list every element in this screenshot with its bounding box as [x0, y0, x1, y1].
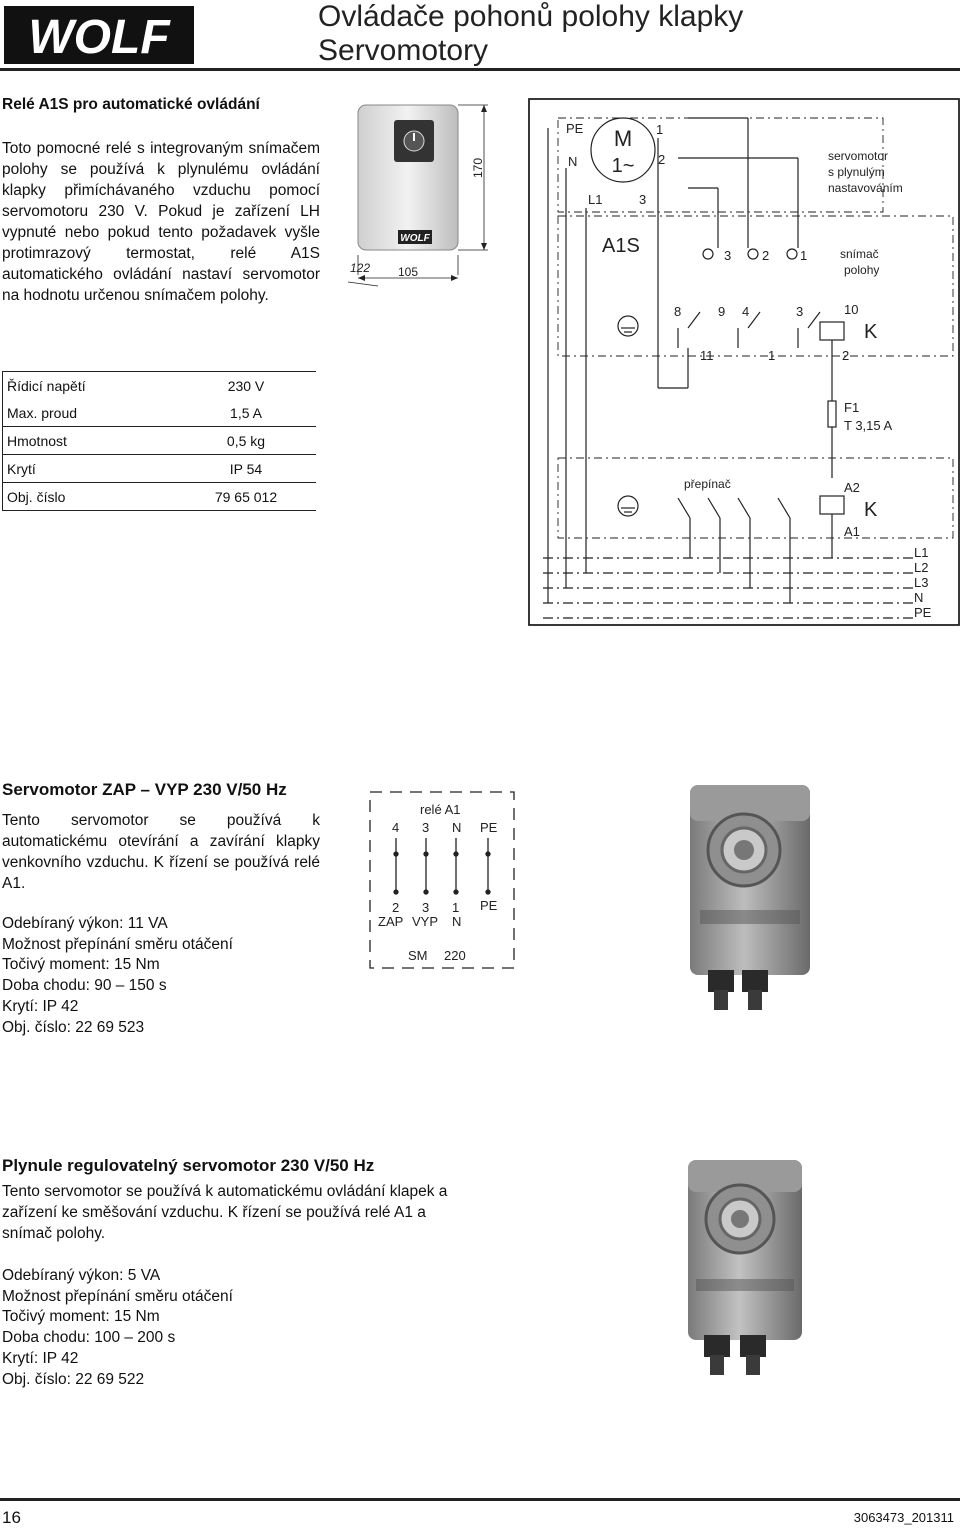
zap-description: Tento servomotor se používá k automatickému otevírání a zavírání klapky venkovního vzduchu. K řízení se používá relé A1.	[2, 812, 320, 892]
terminal-3: 3	[639, 192, 647, 207]
brand-text: WOLF	[28, 11, 170, 64]
relay-spec-table	[2, 371, 316, 511]
zap-heading: Servomotor ZAP – VYP 230 V/50 Hz	[2, 780, 287, 799]
fuse-value: T 3,15 A	[844, 418, 893, 433]
wiring-diagram	[528, 98, 960, 626]
header-divider	[0, 68, 960, 71]
page-title-line1: Ovládače pohonů polohy klapky	[318, 0, 744, 33]
relay-heading: Relé A1S pro automatické ovládání	[2, 96, 260, 113]
dim-width: 105	[397, 265, 419, 279]
zap-spec-item: Možnost přepínání směru otáčení	[2, 935, 233, 953]
zap-top-terminal: N	[452, 820, 462, 835]
sensor-terminal-2: 2	[762, 248, 770, 263]
modulating-spec-item: Obj. číslo: 22 69 522	[2, 1370, 145, 1388]
bus-l2: L2	[914, 560, 929, 575]
a1s-label: A1S	[602, 235, 640, 257]
dim-depth: 122	[350, 261, 371, 275]
zap-spec-item: Točivý moment: 15 Nm	[2, 956, 160, 974]
bus-l1: L1	[914, 545, 929, 560]
footer-divider	[0, 1498, 960, 1501]
spec-value: 0,5 kg	[176, 427, 316, 455]
modulating-spec-list	[2, 1266, 233, 1390]
bus-pe: PE	[914, 605, 932, 620]
zap-spec-list	[2, 914, 233, 1038]
terminal-1: 1	[656, 122, 664, 137]
relay-box-drawing	[348, 100, 498, 290]
zap-bottom-terminal: 3	[422, 900, 430, 915]
modulating-spec-item: Krytí: IP 42	[2, 1349, 79, 1367]
modulating-description: Tento servomotor se používá k automatickému ovládání klapek a zařízení ke směšování vzduchu. K řízení se používá relé A1 a snímač polohy.	[2, 1183, 448, 1242]
modulating-heading: Plynule regulovatelný servomotor 230 V/50 Hz	[2, 1156, 375, 1175]
spec-value: 79 65 012	[176, 483, 316, 511]
zap-spec-item: Obj. číslo: 22 69 523	[2, 1018, 145, 1036]
servomotor-label-3: nastavováním	[828, 181, 903, 195]
sensor-label-2: polohy	[844, 263, 880, 277]
spec-row	[3, 372, 317, 400]
page-title-line2: Servomotory	[318, 34, 489, 67]
page-title	[318, 0, 743, 68]
coil-k-label: K	[864, 499, 878, 521]
zap-spec-item: Odebíraný výkon: 11 VA	[2, 915, 168, 932]
wire-label-n: N	[568, 154, 578, 169]
switch-label: přepínač	[684, 477, 731, 491]
relay-terminal-2: 2	[842, 348, 850, 363]
zap-relay-label: relé A1	[420, 802, 461, 817]
spec-value: 1,5 A	[176, 399, 316, 427]
bus-l3: L3	[914, 575, 929, 590]
zap-spec-item: Krytí: IP 42	[2, 997, 79, 1015]
modulating-spec-item: Možnost přepínání směru otáčení	[2, 1287, 233, 1305]
relay-terminal-9: 9	[718, 304, 726, 319]
modulating-servomotor-photo	[680, 1155, 810, 1377]
zap-bottom-terminal: PE	[480, 898, 498, 913]
relay-terminal-4: 4	[742, 304, 750, 319]
relay-terminal-11: 11	[700, 348, 714, 363]
wolf-logo	[4, 6, 194, 64]
zap-wiring-diagram	[368, 782, 518, 974]
zap-bottom-label: ZAP	[378, 914, 404, 929]
page-number: 16	[2, 1508, 21, 1527]
bus-n: N	[914, 590, 924, 605]
zap-top-terminal: PE	[480, 820, 498, 835]
spec-label: Obj. číslo	[3, 483, 176, 511]
document-number: 3063473_201311	[853, 1510, 954, 1525]
relay-terminal-8: 8	[674, 304, 682, 319]
motor-phase: 1~	[611, 155, 635, 177]
spec-row	[3, 427, 317, 455]
sensor-terminal-1: 1	[800, 248, 808, 263]
zap-bottom-terminal: 2	[392, 900, 400, 915]
spec-row	[3, 483, 317, 511]
wire-label-pe: PE	[566, 121, 584, 136]
sensor-label-1: snímač	[840, 247, 879, 261]
relay-terminal-10: 10	[844, 302, 859, 317]
zap-bottom-label: VYP	[412, 914, 439, 929]
fuse-label: F1	[844, 400, 860, 415]
modulating-spec-item: Točivý moment: 15 Nm	[2, 1308, 160, 1326]
modulating-spec-item: Doba chodu: 100 – 200 s	[2, 1329, 176, 1347]
zap-model: SM	[408, 948, 428, 963]
zap-bottom-label: N	[452, 914, 462, 929]
zap-spec-item: Doba chodu: 90 – 150 s	[2, 977, 167, 995]
zap-top-terminal: 3	[422, 820, 430, 835]
spec-label: Max. proud	[3, 399, 176, 427]
servomotor-photo	[680, 780, 820, 1012]
spec-label: Krytí	[3, 455, 176, 483]
zap-top-terminal: 4	[392, 820, 400, 835]
coil-a1: A1	[844, 524, 860, 539]
relay-terminal-1: 1	[768, 348, 776, 363]
dim-height: 170	[471, 157, 485, 178]
servomotor-label-2: s plynulým	[828, 165, 885, 179]
relay-box-brand: WOLF	[400, 233, 430, 244]
spec-value: IP 54	[176, 455, 316, 483]
relay-terminal-3: 3	[796, 304, 804, 319]
spec-label: Řídicí napětí	[3, 372, 176, 400]
wire-label-l1: L1	[588, 192, 603, 207]
spec-value: 230 V	[176, 372, 316, 400]
spec-row	[3, 455, 317, 483]
motor-symbol: M	[613, 126, 633, 151]
spec-label: Hmotnost	[3, 427, 176, 455]
modulating-spec-item: Odebíraný výkon: 5 VA	[2, 1267, 161, 1284]
spec-row	[3, 399, 317, 427]
relay-k-label: K	[864, 321, 878, 343]
servomotor-label-1: servomotor	[828, 149, 889, 163]
zap-bottom-terminal: 1	[452, 900, 460, 915]
zap-model-value: 220	[444, 948, 466, 963]
sensor-terminal-3: 3	[724, 248, 732, 263]
relay-description: Toto pomocné relé s integrovaným snímačem polohy se používá k plynulému ovládání klapky přimíchávaného vzduchu pomocí servomotoru 230 V. Pokud je zařízení LH vypnuté nebo pokud tento požadavek vyšle protimrazový termostat, relé A1S automatického ovládání nastaví servomotor na hodnotu určenou snímačem polohy.	[2, 140, 320, 304]
terminal-2: 2	[658, 152, 666, 167]
coil-a2: A2	[844, 480, 860, 495]
